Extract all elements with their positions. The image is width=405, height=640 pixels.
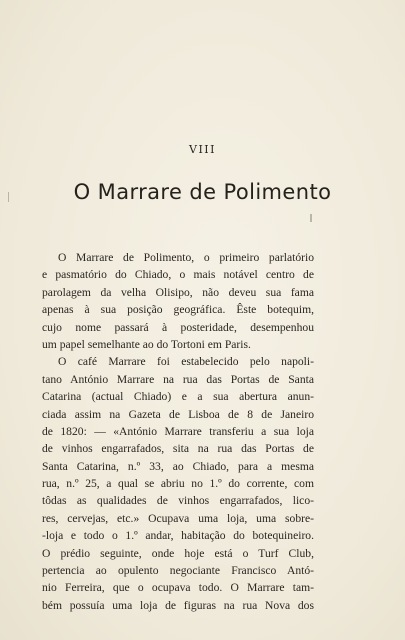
paper-speck: [8, 192, 9, 202]
chapter-title: O Marrare de Polimento: [73, 180, 332, 204]
text-line: rua, n.º 25, a qual se abriu no 1.º do corrente, com: [42, 477, 314, 491]
text-line: nio Ferreira, que o ocupava todo. O Marrare tam-: [42, 581, 314, 595]
text-line: res, cervejas, etc.» Ocupava uma loja, uma sobre-: [42, 511, 314, 525]
body-text: [42, 249, 314, 614]
text-line: tano António Marrare na rua das Portas de Santa: [42, 372, 314, 386]
text-line: -loja e todo o 1.º andar, habitação do botequineiro.: [42, 529, 314, 543]
text-line: de vinhos engarrafados, sita na rua das Portas de: [42, 442, 314, 456]
text-line: um papel semelhante ao do Tortoni em Paris.: [42, 337, 251, 351]
text-line: bém possuía uma loja de figuras na rua Nova dos: [42, 598, 314, 612]
text-line: Santa Catarina, n.º 33, ao Chiado, para a mesma: [42, 459, 314, 473]
text-line: tôdas as qualidades de vinhos engarrafados, lico-: [42, 494, 314, 508]
text-line: cujo nome passará à posteridade, desempenhou: [42, 320, 314, 334]
text-line: apenas à sua posição geográfica. Êste botequim,: [42, 303, 314, 317]
text-line: parolagem da velha Olisipo, não deveu sua fama: [42, 285, 314, 299]
text-line: Catarina (actual Chiado) e a sua abertura anun-: [42, 390, 314, 404]
text-line: pertencia ao opulento negociante Francisco Antó-: [42, 564, 314, 578]
text-line: de 1820: — «António Marrare transferiu a sua loja: [42, 424, 314, 438]
chapter-number: VIII: [189, 143, 216, 156]
text-line: O prédio seguinte, onde hoje está o Turf Club,: [42, 546, 314, 560]
text-line: e pasmatório do Chiado, o mais notável centro de: [42, 268, 314, 282]
text-line: O café Marrare foi estabelecido pelo napoli-: [58, 355, 314, 369]
paper-speck: [310, 214, 312, 222]
text-line: O Marrare de Polimento, o primeiro parlatório: [58, 251, 314, 264]
text-line: ciada assim na Gazeta de Lisboa de 8 de Janeiro: [42, 407, 314, 421]
